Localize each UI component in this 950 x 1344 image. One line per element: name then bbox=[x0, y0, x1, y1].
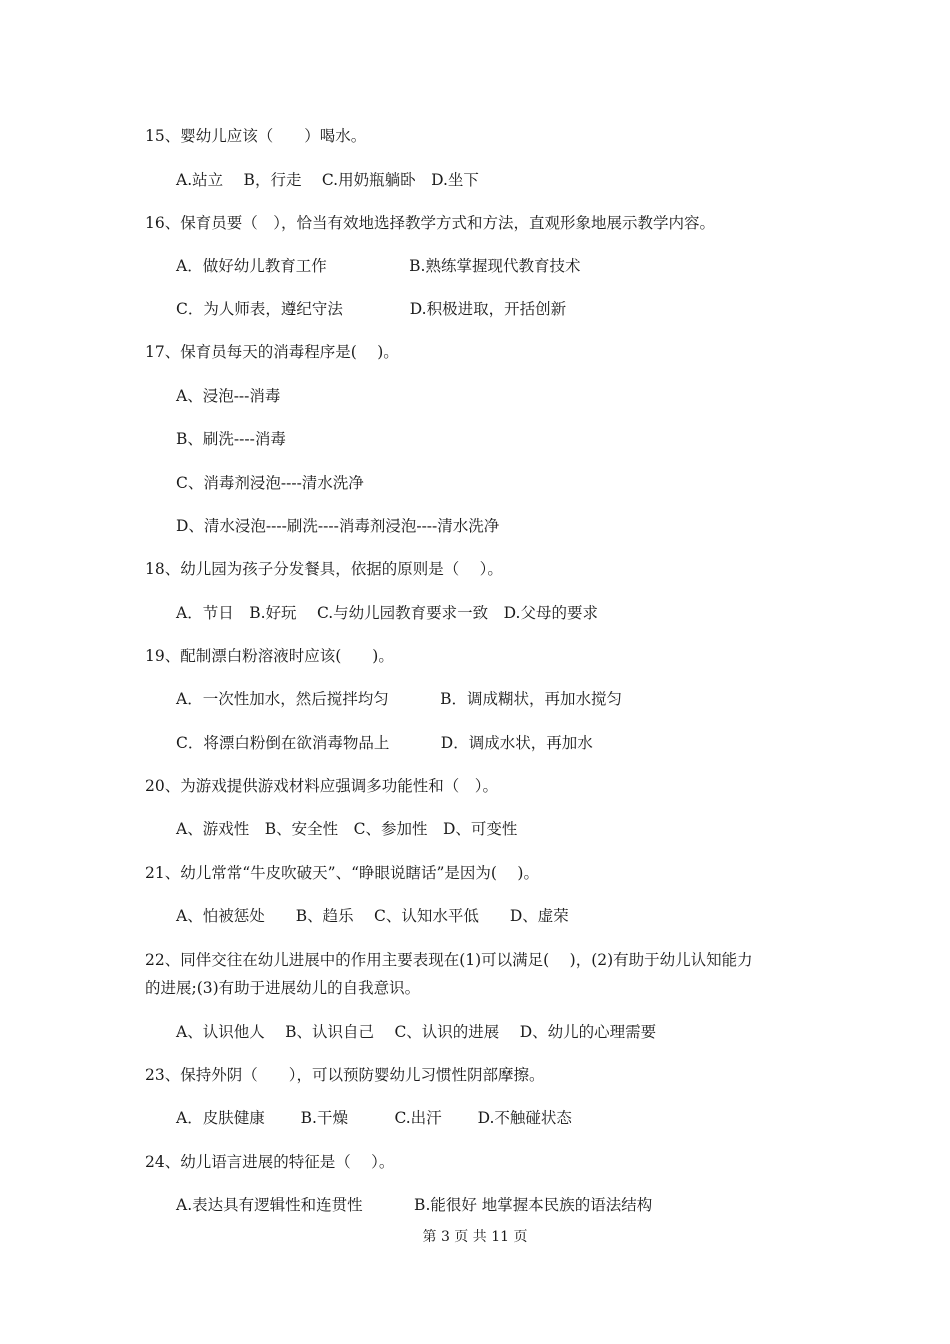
question-16-stem: 16、保育员要（ ），恰当有效地选择教学方式和方法，直观形象地展示教学内容。 bbox=[145, 214, 715, 232]
question-18-stem: 18、幼儿园为孩子分发餐具，依据的原则是（ ）。 bbox=[145, 560, 503, 578]
question-18-options: A．节日 B.好玩 C.与幼儿园教育要求一致 D.父母的要求 bbox=[176, 604, 598, 622]
question-24-stem: 24、幼儿语言进展的特征是（ ）。 bbox=[145, 1153, 395, 1171]
question-22-stem-2: 的进展;(3)有助于进展幼儿的自我意识。 bbox=[145, 979, 421, 997]
question-21-stem: 21、幼儿常常“牛皮吹破天”、“睁眼说瞎话”是因为( )。 bbox=[145, 864, 539, 882]
question-24-options: A.表达具有逻辑性和连贯性 B.能很好 地掌握本民族的语法结构 bbox=[176, 1196, 653, 1214]
question-15-stem: 15、婴幼儿应该（ ）喝水。 bbox=[145, 127, 367, 145]
question-21-options: A、怕被惩处 B、趋乐 C、认知水平低 D、虚荣 bbox=[176, 907, 569, 925]
question-17-option-c: C、消毒剂浸泡----清水洗净 bbox=[176, 474, 364, 492]
question-16-options-2: C．为人师表，遵纪守法 D.积极进取，开括创新 bbox=[176, 300, 567, 318]
question-15-options: A.站立 B，行走 C.用奶瓶躺卧 D.坐下 bbox=[176, 171, 479, 189]
question-23-stem: 23、保持外阴（ ），可以预防婴幼儿习惯性阴部摩擦。 bbox=[145, 1066, 545, 1084]
question-23-options: A．皮肤健康 B.干燥 C.出汗 D.不触碰状态 bbox=[176, 1109, 572, 1127]
question-19-options-1: A．一次性加水，然后搅拌均匀 B．调成糊状，再加水搅匀 bbox=[176, 690, 623, 708]
question-20-stem: 20、为游戏提供游戏材料应强调多功能性和（ ）。 bbox=[145, 777, 498, 795]
question-22-options: A、认识他人 B、认识自己 C、认识的进展 D、幼儿的心理需要 bbox=[176, 1023, 657, 1041]
question-17-option-b: B、刷洗----消毒 bbox=[176, 430, 286, 448]
question-17-option-d: D、清水浸泡----刷洗----消毒剂浸泡----清水洗净 bbox=[176, 517, 500, 535]
question-19-stem: 19、配制漂白粉溶液时应该( )。 bbox=[145, 647, 394, 665]
question-17-option-a: A、浸泡---消毒 bbox=[176, 387, 281, 405]
question-16-options-1: A．做好幼儿教育工作 B.熟练掌握现代教育技术 bbox=[176, 257, 581, 275]
question-20-options: A、游戏性 B、安全性 C、参加性 D、可变性 bbox=[176, 820, 518, 838]
page-footer: 第 3 页 共 11 页 bbox=[422, 1229, 528, 1245]
question-19-options-2: C．将漂白粉倒在欲消毒物品上 D．调成水状，再加水 bbox=[176, 734, 593, 752]
question-17-stem: 17、保育员每天的消毒程序是( )。 bbox=[145, 343, 399, 361]
question-22-stem-1: 22、同伴交往在幼儿进展中的作用主要表现在(1)可以满足( )，(2)有助于幼儿认知能力 bbox=[145, 951, 753, 969]
